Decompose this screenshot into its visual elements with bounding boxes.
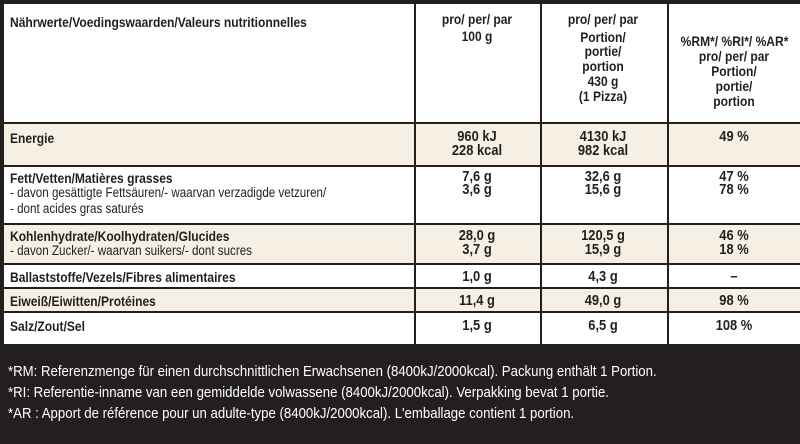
kohlenhydrate-per100: 28,0 g [458, 227, 496, 244]
header-per-portion-line-2: Portion/ [580, 29, 626, 45]
eiweiss-per100: 11,4 g [459, 292, 495, 309]
fett-portion: 32,6 g [584, 168, 622, 185]
energie-portion-kj: 4130 kJ [579, 128, 627, 145]
row-label-kohlenhydrate: Kohlenhydrate/Koolhydraten/Glucides [10, 228, 230, 244]
fett-per100: 7,6 g [462, 168, 492, 185]
footnote-ar: *AR : Apport de référence pour un adulte-type (8400kJ/2000kcal). L'emballage contient 1 portion. [8, 405, 575, 422]
row-sublabel-fett-2: - dont acides gras saturés [10, 201, 144, 216]
column-divider [667, 4, 669, 344]
energie-percent: 49 % [719, 128, 749, 145]
header-per-100g-line-2: 100 g [461, 28, 493, 44]
kohlenhydrate-portion: 120,5 g [581, 227, 625, 244]
header-percent-line-3: Portion/ [711, 63, 757, 79]
column-divider [540, 4, 542, 344]
header-per-portion-line-4: portion [582, 58, 624, 74]
zucker-portion: 15,9 g [584, 241, 622, 258]
header-nutrient-label: Nährwerte/Voedingswaarden/Valeurs nutritionnelles [10, 14, 307, 30]
row-sublabel-zucker: - davon Zucker/- waarvan suikers/- dont sucres [10, 243, 252, 258]
header-percent-line-2: pro/ per/ par [698, 48, 770, 64]
header-per-portion-line-1: pro/ per/ par [567, 11, 639, 27]
row-label-energie: Energie [10, 130, 55, 146]
zucker-per100: 3,7 g [462, 241, 492, 258]
salz-portion: 6,5 g [588, 317, 618, 334]
header-percent-line-1: %RM*/ %RI*/ %AR* [680, 33, 789, 49]
row-sublabel-fett-1: - davon gesättigte Fettsäuren/- waarvan verzadigde vetzuren/ [10, 185, 327, 200]
ballaststoffe-portion: 4,3 g [588, 268, 618, 285]
fett-percent: 47 % [719, 168, 749, 185]
header-percent-line-4: portie/ [715, 78, 753, 94]
header-percent-line-5: portion [713, 93, 755, 109]
kohlenhydrate-percent: 46 % [719, 227, 749, 244]
header-per-100g-line-1: pro/ per/ par [441, 11, 513, 27]
salz-percent: 108 % [715, 317, 753, 334]
row-label-salz: Salz/Zout/Sel [10, 318, 85, 334]
ballaststoffe-percent: – [730, 268, 738, 285]
footnote-rm: *RM: Referenzmenge für einen durchschnittlichen Erwachsenen (8400kJ/2000kcal). Packung enthält 1 Portion. [8, 363, 657, 380]
header-per-portion-line-6: (1 Pizza) [578, 88, 628, 104]
fett-saturated-portion: 15,6 g [584, 181, 622, 198]
ballaststoffe-per100: 1,0 g [462, 268, 492, 285]
row-divider [4, 263, 800, 265]
header-per-portion-line-3: portie/ [584, 43, 622, 59]
fett-saturated-per100: 3,6 g [462, 181, 492, 198]
footnote-ri: *RI: Referentie-inname van een gemiddelde volwassene (8400kJ/2000kcal). Verpakking bevat 1 portie. [8, 384, 609, 401]
eiweiss-percent: 98 % [719, 292, 749, 309]
energie-per100-kcal: 228 kcal [451, 142, 503, 159]
row-divider [4, 223, 800, 225]
energie-per100-kj: 960 kJ [457, 128, 497, 145]
eiweiss-portion: 49,0 g [584, 292, 622, 309]
row-label-eiweiss: Eiweiß/Eiwitten/Protéines [10, 293, 156, 309]
row-divider [4, 287, 800, 289]
row-label-fett: Fett/Vetten/Matières grasses [10, 170, 173, 186]
zucker-percent: 18 % [719, 241, 749, 258]
row-divider [4, 165, 800, 167]
row-label-ballaststoffe: Ballaststoffe/Vezels/Fibres alimentaires [10, 269, 236, 285]
energie-portion-kcal: 982 kcal [577, 142, 629, 159]
header-per-portion-line-5: 430 g [587, 73, 619, 89]
row-divider [4, 122, 800, 124]
salz-per100: 1,5 g [462, 317, 492, 334]
fett-saturated-percent: 78 % [719, 181, 749, 198]
row-divider [4, 311, 800, 313]
column-divider [414, 4, 416, 344]
